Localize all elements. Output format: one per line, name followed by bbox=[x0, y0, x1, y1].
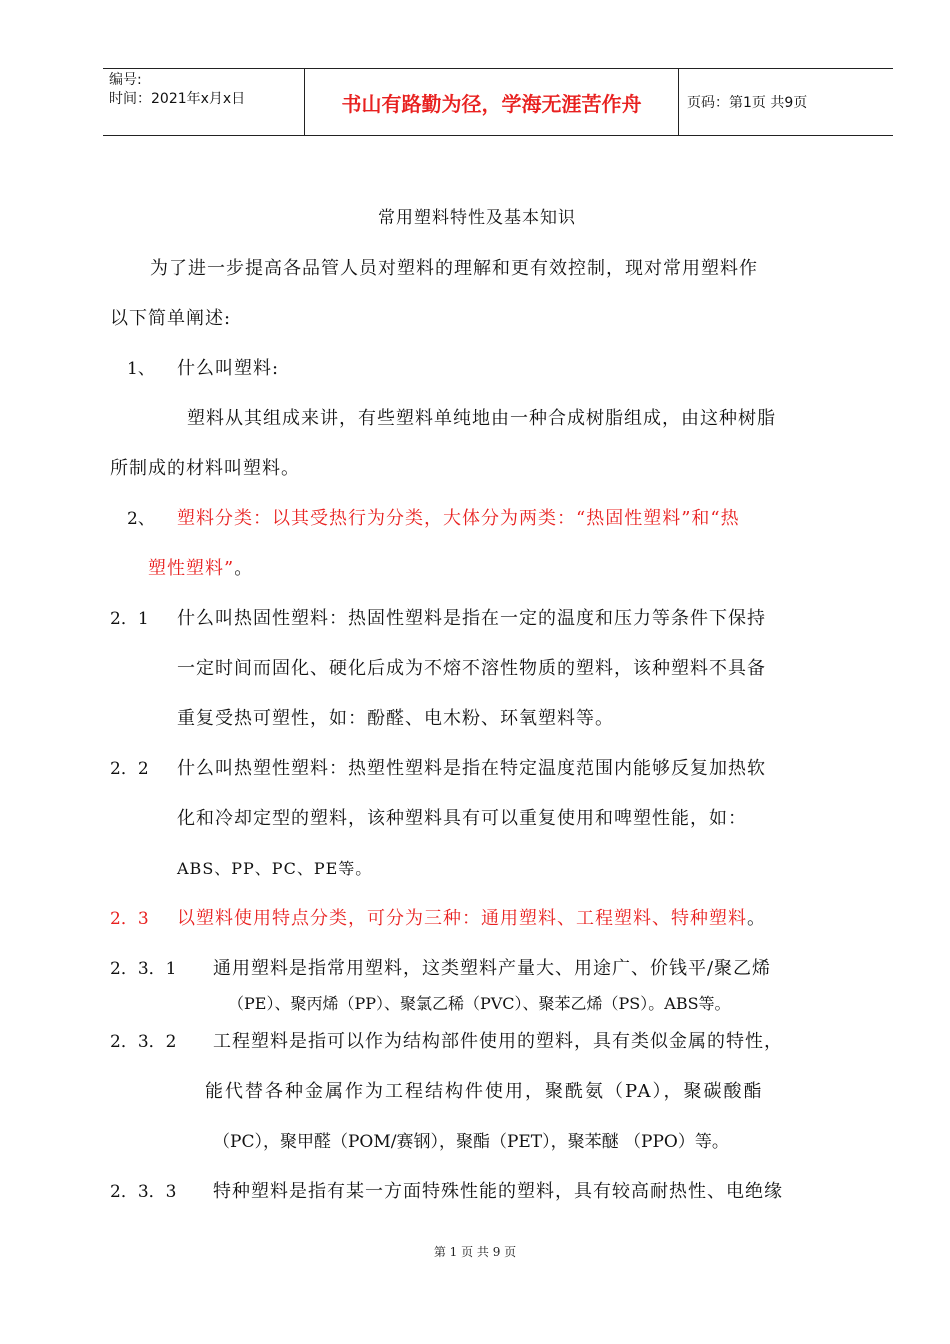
intro-line-1: 为了进一步提高各品管人员对塑料的理解和更有效控制，现对常用塑料作 bbox=[150, 258, 758, 279]
section-2-line-2-end: 。 bbox=[234, 558, 254, 579]
section-2-3-text: 以塑料使用特点分类，可分为三种：通用塑料、工程塑料、特种塑料 bbox=[177, 908, 747, 929]
section-2-3-2-line-2: 能代替各种金属作为工程结构件使用，聚酰氨（PA），聚碳酸酯 bbox=[205, 1081, 764, 1102]
section-2-3-1-line-2: （PE）、聚丙烯（PP）、聚氯乙稀（PVC）、聚苯乙烯（PS）。ABS等。 bbox=[228, 994, 731, 1013]
section-2-2-line-1: 什么叫热塑性塑料：热塑性塑料是指在特定温度范围内能够反复加热软 bbox=[177, 758, 766, 779]
header-page-number: 页码：第1页 共9页 bbox=[687, 95, 808, 111]
section-1-heading: 什么叫塑料: bbox=[177, 358, 280, 379]
section-2-2-line-3: ABS、PP、PC、PE等。 bbox=[177, 859, 373, 878]
header-meta bbox=[103, 69, 305, 135]
section-2-1-line-3: 重复受热可塑性，如：酚醛、电木粉、环氧塑料等。 bbox=[177, 708, 614, 729]
section-2-line-2-text: 塑性塑料” bbox=[148, 558, 235, 579]
section-2-3-3-line-1: 特种塑料是指有某一方面特殊性能的塑料，具有较高耐热性、电绝缘 bbox=[213, 1181, 783, 1202]
section-2-2-number: 2．2 bbox=[110, 759, 149, 779]
header-motto: 书山有路勤为径，学海无涯苦作舟 bbox=[305, 69, 679, 135]
section-2-1-line-1: 什么叫热固性塑料：热固性塑料是指在一定的温度和压力等条件下保持 bbox=[177, 608, 766, 629]
section-2-3-line-1 bbox=[177, 907, 766, 931]
page-footer: 第 1 页 共 9 页 bbox=[433, 1245, 517, 1259]
time-label: 时间：2021年x月x日 bbox=[109, 91, 246, 107]
section-1-number: 1、 bbox=[127, 359, 155, 379]
section-2-3-2-line-1: 工程塑料是指可以作为结构部件使用的塑料，具有类似金属的特性， bbox=[213, 1031, 783, 1052]
section-2-3-number: 2．3 bbox=[110, 909, 149, 929]
section-2-3-2-line-3: （PC），聚甲醛（POM/赛钢），聚酯（PET），聚苯醚 （PPO）等。 bbox=[213, 1132, 729, 1152]
section-1-line-1: 塑料从其组成来讲，有些塑料单纯地由一种合成树脂组成，由这种树脂 bbox=[187, 408, 776, 429]
section-2-1-number: 2．1 bbox=[110, 609, 149, 629]
document-title: 常用塑料特性及基本知识 bbox=[378, 208, 576, 228]
section-2-3-2-number: 2．3．2 bbox=[110, 1032, 177, 1052]
page-header bbox=[103, 68, 893, 136]
section-2-3-1-number: 2．3．1 bbox=[110, 959, 177, 979]
section-2-2-line-2: 化和冷却定型的塑料，该种塑料具有可以重复使用和啤塑性能，如： bbox=[177, 808, 747, 829]
section-2-line-1: 塑料分类：以其受热行为分类，大体分为两类：“热固性塑料”和“热 bbox=[177, 508, 740, 529]
section-2-1-line-2: 一定时间而固化、硬化后成为不熔不溶性物质的塑料，该种塑料不具备 bbox=[177, 658, 766, 679]
section-2-3-1-line-1: 通用塑料是指常用塑料，这类塑料产量大、用途广、价钱平/聚乙烯 bbox=[213, 958, 772, 979]
section-1-line-2: 所制成的材料叫塑料。 bbox=[110, 458, 300, 479]
code-label: 编号: bbox=[109, 72, 142, 88]
section-2-line-2 bbox=[148, 557, 253, 581]
section-2-3-end: 。 bbox=[747, 908, 766, 929]
section-2-number: 2、 bbox=[127, 509, 155, 529]
intro-line-2: 以下简单阐述: bbox=[110, 308, 232, 329]
section-2-3-3-number: 2．3．3 bbox=[110, 1182, 177, 1202]
